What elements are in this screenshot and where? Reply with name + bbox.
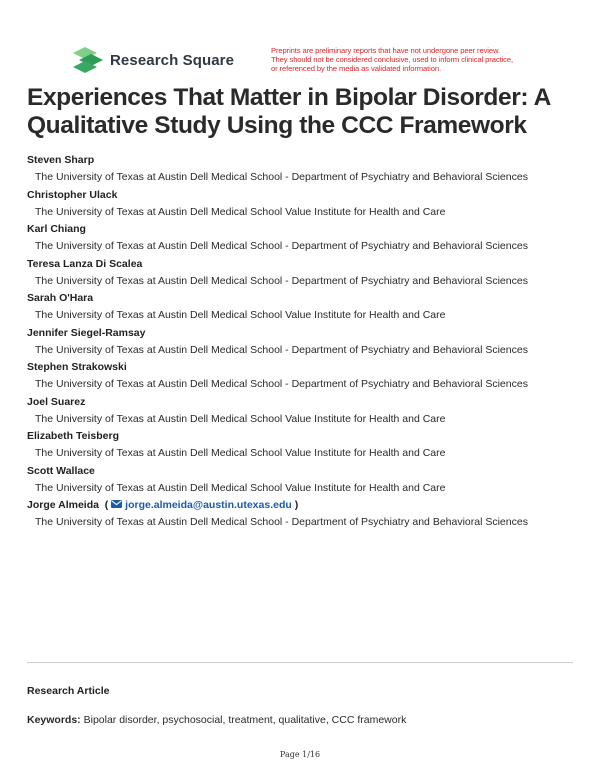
author-affiliation: The University of Texas at Austin Dell Medical School - Department of Psychiatry and Behavioral Sciences	[35, 274, 528, 287]
email-link[interactable]	[111, 499, 294, 511]
author-entry	[27, 221, 567, 256]
author-name: Elizabeth Teisberg	[27, 430, 119, 442]
author-affiliation: The University of Texas at Austin Dell Medical School - Department of Psychiatry and Behavioral Sciences	[35, 378, 528, 390]
author-entry	[27, 152, 567, 187]
author-name: Jorge Almeida	[27, 499, 99, 511]
author-entry	[27, 394, 567, 429]
author-list	[27, 152, 567, 532]
author-name: Joel Suarez	[27, 395, 86, 408]
research-square-logo-icon	[73, 47, 103, 73]
author-affiliation: The University of Texas at Austin Dell Medical School Value Institute for Health and Care	[35, 481, 446, 494]
research-square-logo[interactable]	[73, 47, 234, 73]
disclaimer-line: or referenced by the media as validated information.	[271, 64, 441, 73]
author-affiliation: The University of Texas at Austin Dell Medical School Value Institute for Health and Care	[35, 205, 446, 218]
paper-title: Experiences That Matter in Bipolar Disorder: A Qualitative Study Using the CCC Framework	[27, 84, 550, 139]
author-name: Stephen Strakowski	[27, 361, 127, 373]
author-entry	[27, 256, 567, 291]
author-affiliation: The University of Texas at Austin Dell Medical School - Department of Psychiatry and Behavioral Sciences	[35, 516, 528, 528]
author-entry	[27, 290, 567, 325]
author-name: Jennifer Siegel-Ramsay	[27, 326, 146, 339]
preprint-disclaimer	[271, 46, 541, 73]
author-entry	[27, 428, 567, 463]
author-name: Scott Wallace	[27, 464, 95, 477]
keywords-value: Bipolar disorder, psychosocial, treatment, qualitative, CCC framework	[83, 714, 407, 726]
section-divider	[27, 662, 573, 663]
email-open-paren: (	[101, 499, 109, 511]
corresponding-author	[27, 497, 567, 514]
page-number: Page 1/16	[279, 750, 321, 759]
disclaimer-line: They should not be considered conclusive, used to inform clinical practice,	[271, 55, 513, 64]
email-close-paren: )	[294, 499, 299, 511]
keywords-label: Keywords:	[27, 714, 81, 726]
logo-text: Research Square	[110, 51, 235, 69]
author-name: Karl Chiang	[27, 223, 86, 235]
author-entry	[27, 187, 567, 222]
author-entry	[27, 325, 567, 360]
keywords	[27, 714, 406, 726]
author-affiliation: The University of Texas at Austin Dell Medical School - Department of Psychiatry and Behavioral Sciences	[35, 240, 528, 252]
author-affiliation: The University of Texas at Austin Dell Medical School - Department of Psychiatry and Behavioral Sciences	[35, 171, 528, 183]
email-address: jorge.almeida@austin.utexas.edu	[125, 499, 292, 511]
corresponding-author-entry	[27, 497, 567, 532]
author-name: Christopher Ulack	[27, 188, 118, 201]
author-name: Sarah O'Hara	[27, 292, 94, 304]
disclaimer-line: Preprints are preliminary reports that have not undergone peer review.	[271, 46, 500, 55]
envelope-icon	[111, 500, 122, 508]
author-entry	[27, 463, 567, 498]
author-entry	[27, 359, 567, 394]
article-type: Research Article	[27, 685, 110, 697]
author-affiliation: The University of Texas at Austin Dell Medical School Value Institute for Health and Care	[35, 447, 446, 459]
author-name: Steven Sharp	[27, 154, 95, 166]
author-affiliation: The University of Texas at Austin Dell Medical School Value Institute for Health and Care	[35, 309, 446, 321]
author-affiliation: The University of Texas at Austin Dell Medical School - Department of Psychiatry and Behavioral Sciences	[35, 343, 528, 356]
header	[0, 0, 600, 80]
author-name: Teresa Lanza Di Scalea	[27, 257, 143, 270]
author-affiliation: The University of Texas at Austin Dell Medical School Value Institute for Health and Care	[35, 412, 446, 425]
